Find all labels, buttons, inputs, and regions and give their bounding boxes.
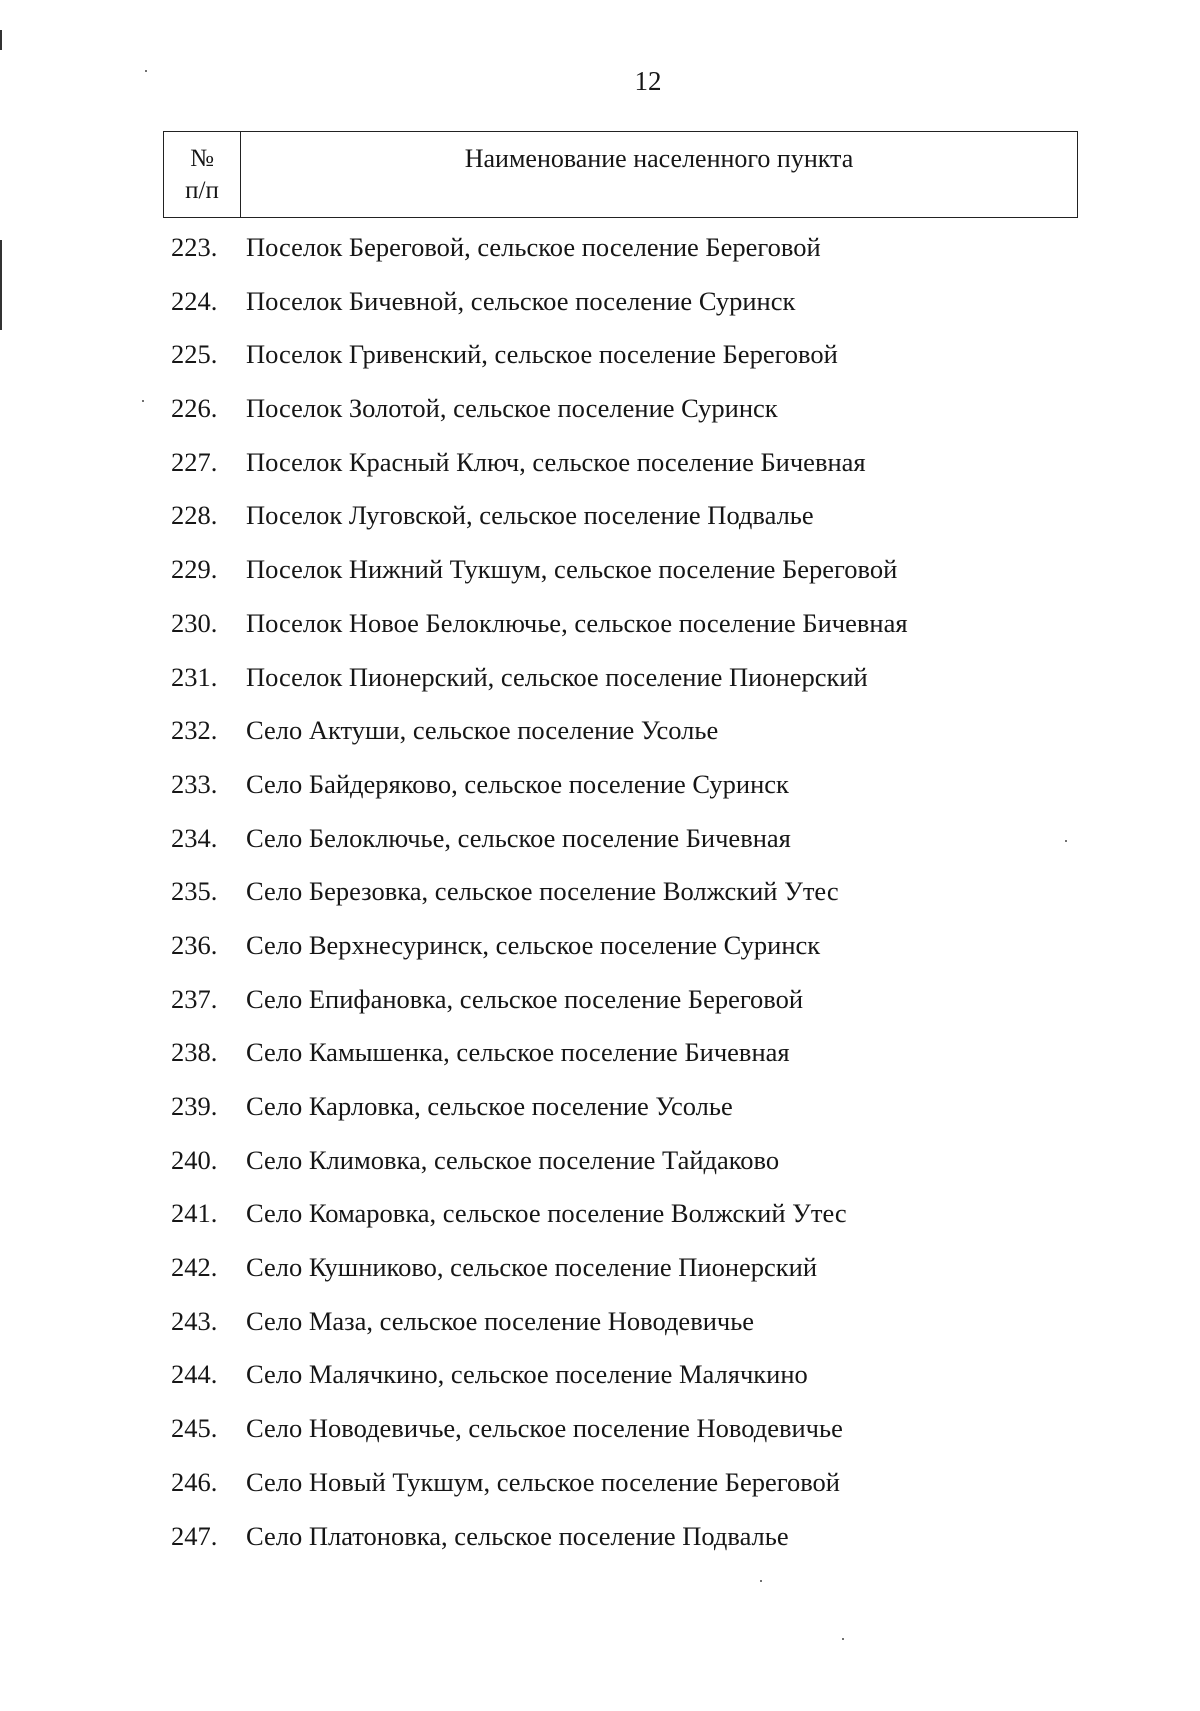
row-settlement-name: Поселок Береговой, сельское поселение Береговой bbox=[246, 232, 821, 262]
table-row bbox=[0, 489, 1200, 543]
table-row bbox=[0, 1348, 1200, 1402]
row-settlement-name: Село Маза, сельское поселение Новодевичье bbox=[246, 1305, 755, 1336]
row-number: 230. bbox=[171, 607, 218, 638]
row-settlement-name: Село Комаровка, сельское поселение Волжский Утес bbox=[246, 1198, 847, 1229]
row-settlement-name: Поселок Золотой, сельское поселение Суринск bbox=[246, 393, 778, 424]
row-settlement-name: Поселок Нижний Тукшум, сельское поселение Береговой bbox=[246, 554, 898, 585]
header-name-column: Наименование населенного пункта bbox=[464, 144, 854, 173]
row-number: 242. bbox=[171, 1252, 218, 1283]
table-row bbox=[0, 973, 1200, 1027]
row-settlement-name: Село Малячкино, сельское поселение Малячкино bbox=[246, 1359, 808, 1390]
row-number: 245. bbox=[171, 1413, 218, 1444]
table-row bbox=[0, 919, 1200, 973]
table-row bbox=[0, 1402, 1200, 1456]
row-settlement-name: Село Климовка, сельское поселение Тайдаково bbox=[246, 1144, 780, 1175]
table-row bbox=[0, 1187, 1200, 1241]
row-number: 232. bbox=[171, 715, 218, 746]
table-row bbox=[0, 1080, 1200, 1134]
table-row bbox=[0, 1295, 1200, 1349]
table-row bbox=[0, 1510, 1200, 1564]
settlement-list bbox=[0, 221, 1200, 1563]
row-number: 225. bbox=[171, 339, 218, 370]
row-settlement-name: Поселок Пионерский, сельское поселение Пионерский bbox=[246, 661, 868, 692]
row-settlement-name: Село Новый Тукшум, сельское поселение Береговой bbox=[246, 1466, 840, 1497]
table-row bbox=[0, 1134, 1200, 1188]
header-number-symbol: № bbox=[190, 144, 214, 172]
row-settlement-name: Село Белоключье, сельское поселение Бичевная bbox=[246, 822, 791, 853]
row-settlement-name: Село Епифановка, сельское поселение Береговой bbox=[246, 983, 804, 1014]
row-number: 229. bbox=[171, 554, 218, 585]
scan-speck bbox=[842, 1638, 844, 1640]
row-number: 223. bbox=[171, 232, 218, 262]
table-row bbox=[0, 758, 1200, 812]
row-number: 243. bbox=[171, 1305, 218, 1336]
row-number: 233. bbox=[171, 768, 218, 799]
row-settlement-name: Село Камышенка, сельское поселение Бичевная bbox=[246, 1037, 790, 1068]
row-number: 238. bbox=[171, 1037, 218, 1068]
table-row bbox=[0, 1241, 1200, 1295]
table-row bbox=[0, 221, 1200, 275]
header-number-column bbox=[164, 132, 241, 217]
table-row bbox=[0, 328, 1200, 382]
row-number: 228. bbox=[171, 500, 218, 531]
row-number: 235. bbox=[171, 876, 218, 907]
row-number: 241. bbox=[171, 1198, 218, 1229]
scan-edge-line bbox=[0, 30, 2, 50]
row-settlement-name: Село Кушниково, сельское поселение Пионерский bbox=[246, 1252, 818, 1283]
row-number: 246. bbox=[171, 1466, 218, 1497]
row-settlement-name: Село Березовка, сельское поселение Волжский Утес bbox=[246, 876, 839, 907]
table-row bbox=[0, 382, 1200, 436]
table-row bbox=[0, 597, 1200, 651]
row-settlement-name: Поселок Бичевной, сельское поселение Суринск bbox=[246, 285, 796, 316]
row-settlement-name: Село Карловка, сельское поселение Усолье bbox=[246, 1091, 733, 1121]
scan-speck bbox=[760, 1580, 762, 1582]
table-row bbox=[0, 704, 1200, 758]
table-row bbox=[0, 436, 1200, 490]
table-row bbox=[0, 1456, 1200, 1510]
page-number: 12 bbox=[634, 66, 662, 96]
row-number: 239. bbox=[171, 1091, 218, 1121]
row-settlement-name: Поселок Красный Ключ, сельское поселение Бичевная bbox=[246, 446, 866, 477]
row-number: 226. bbox=[171, 393, 218, 424]
table-row bbox=[0, 865, 1200, 919]
row-settlement-name: Село Платоновка, сельское поселение Подвалье bbox=[246, 1520, 789, 1551]
header-number-abbrev: п/п bbox=[185, 176, 219, 204]
table-row bbox=[0, 812, 1200, 866]
table-row bbox=[0, 1026, 1200, 1080]
row-settlement-name: Поселок Гривенский, сельское поселение Береговой bbox=[246, 339, 838, 370]
table-row bbox=[0, 651, 1200, 705]
row-number: 224. bbox=[171, 285, 218, 316]
table-row bbox=[0, 543, 1200, 597]
row-settlement-name: Поселок Новое Белоключье, сельское поселение Бичевная bbox=[246, 607, 908, 638]
row-settlement-name: Село Байдеряково, сельское поселение Суринск bbox=[246, 768, 789, 799]
row-number: 237. bbox=[171, 983, 218, 1014]
row-settlement-name: Поселок Луговской, сельское поселение Подвалье bbox=[246, 500, 814, 531]
row-number: 244. bbox=[171, 1359, 218, 1390]
table-row bbox=[0, 275, 1200, 329]
row-number: 234. bbox=[171, 822, 218, 853]
row-settlement-name: Село Новодевичье, сельское поселение Новодевичье bbox=[246, 1413, 843, 1444]
row-settlement-name: Село Верхнесуринск, сельское поселение Суринск bbox=[246, 929, 821, 960]
row-settlement-name: Село Актуши, сельское поселение Усолье bbox=[246, 715, 719, 746]
row-number: 227. bbox=[171, 446, 218, 477]
table-header bbox=[163, 131, 1078, 218]
row-number: 240. bbox=[171, 1144, 218, 1175]
row-number: 231. bbox=[171, 661, 218, 692]
row-number: 236. bbox=[171, 929, 218, 960]
row-number: 247. bbox=[171, 1520, 218, 1551]
